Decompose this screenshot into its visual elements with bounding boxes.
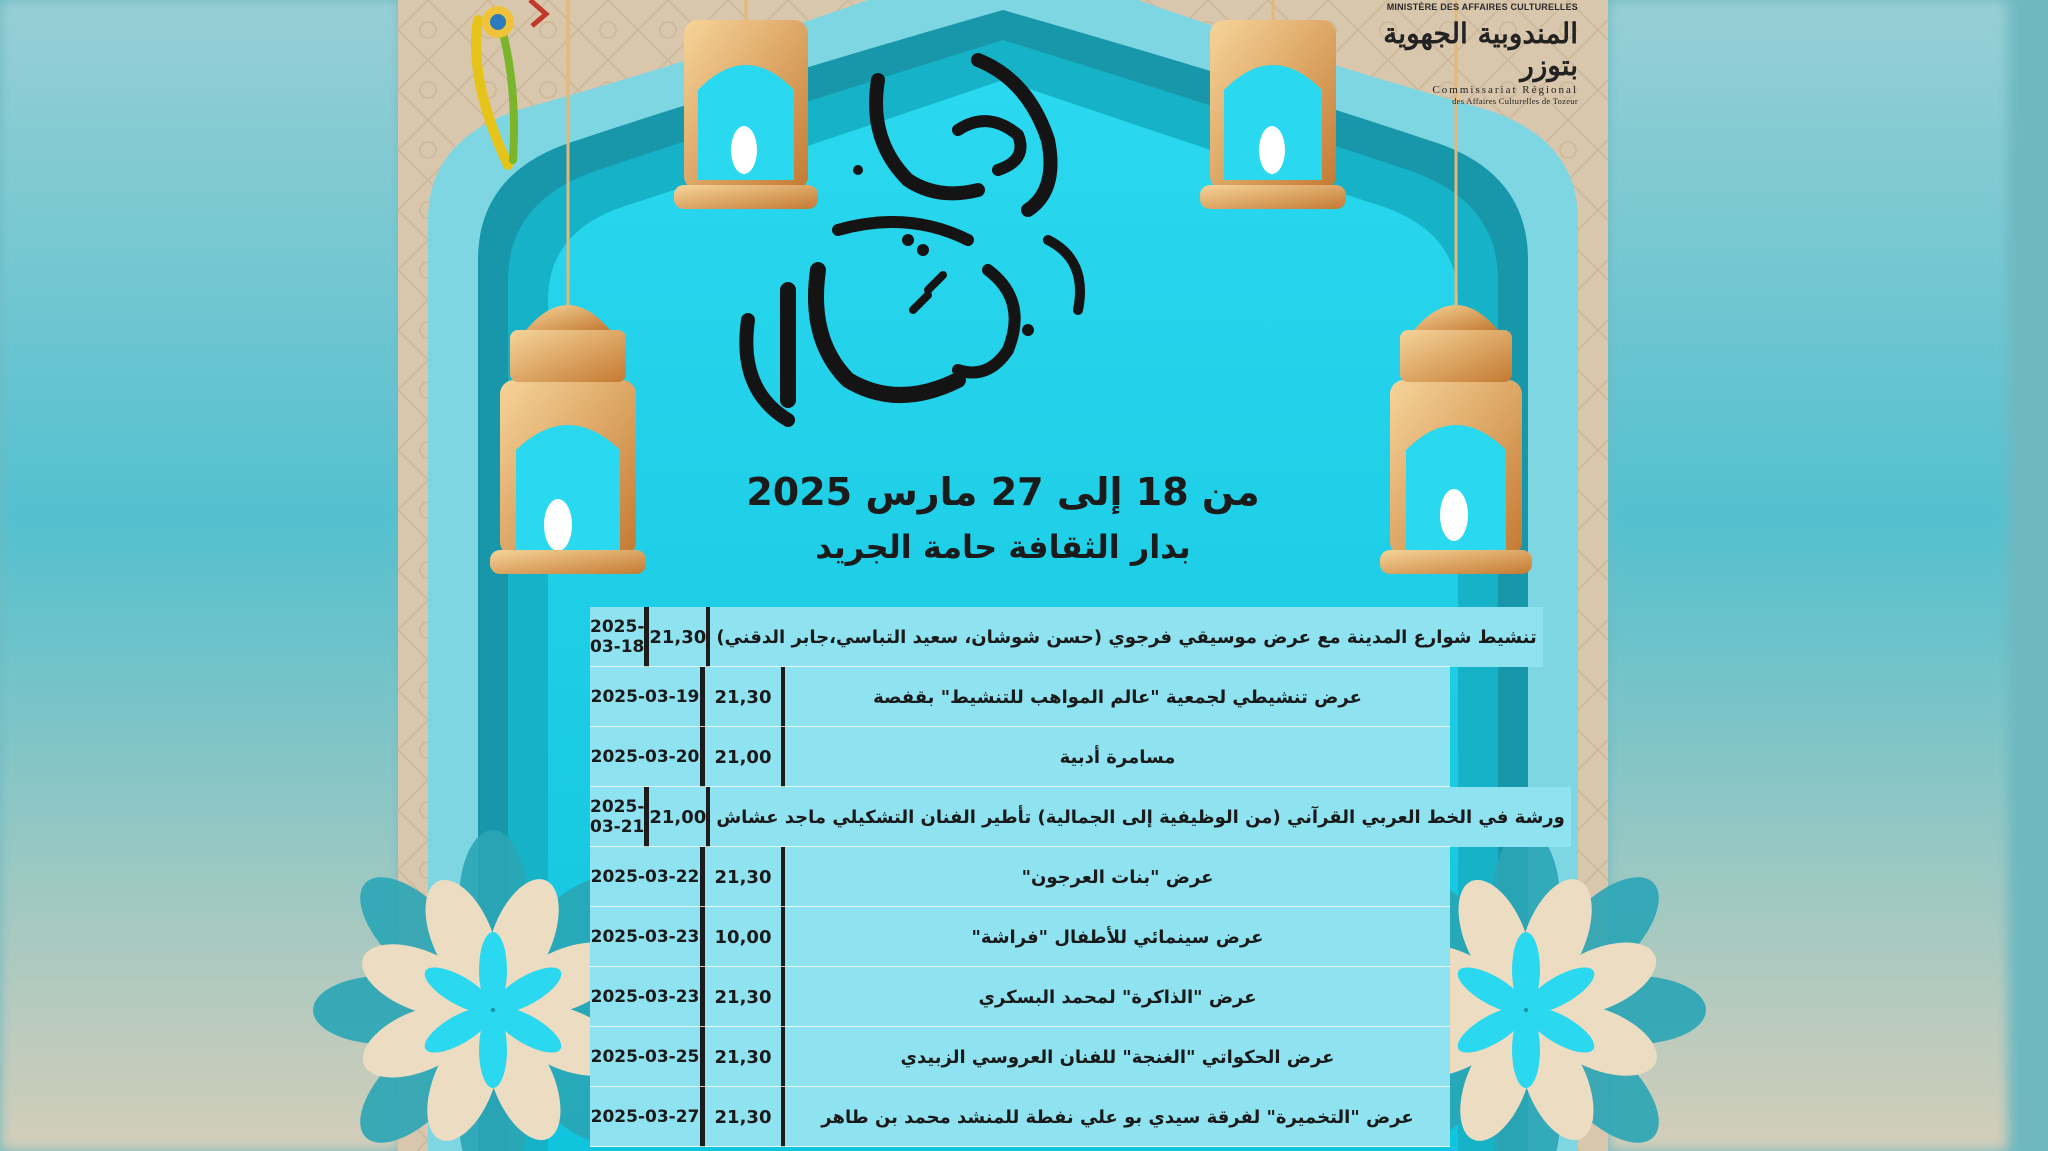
schedule-time: 21,30: [700, 1087, 785, 1147]
ministry-name-ar: المندوبية الجهوية بتوزر: [1383, 17, 1578, 82]
schedule-row: [590, 667, 1450, 727]
schedule-date: 2025-03-20: [590, 727, 700, 787]
schedule-row: [590, 607, 1537, 667]
schedule-event: عرض سينمائي للأطفال "فراشة": [785, 907, 1450, 967]
schedule-time: 10,00: [700, 907, 785, 967]
schedule-event: عرض الحكواتي "الغنجة" للفنان العروسي الزبيدي: [785, 1027, 1450, 1087]
schedule-time: 21,30: [700, 847, 785, 907]
schedule-event: عرض "الذاكرة" لمحمد البسكري: [785, 967, 1450, 1027]
schedule-row: [590, 847, 1450, 907]
event-dates: من 18 إلى 27 مارس 2025: [746, 470, 1260, 514]
schedule-row: [590, 1087, 1450, 1147]
schedule-date: 2025-03-23: [590, 967, 700, 1027]
schedule-event: عرض تنشيطي لجمعية "عالم المواهب للتنشيط" بقفصة: [785, 667, 1450, 727]
schedule-event: تنشيط شوارع المدينة مع عرض موسيقي فرجوي (حسن شوشان، سعيد التباسي،جابر الدقني): [710, 607, 1542, 667]
schedule-row: [590, 967, 1450, 1027]
schedule-row: [590, 907, 1450, 967]
schedule-date: 2025-03-18: [590, 607, 644, 667]
schedule-row: [590, 727, 1450, 787]
schedule-event: عرض "بنات العرجون": [785, 847, 1450, 907]
ramadan-poster: [398, 0, 1608, 1151]
blurred-background-left: [0, 0, 400, 1151]
culture-house-logo: [458, 0, 558, 170]
schedule-time: 21,30: [700, 667, 785, 727]
blurred-background-right: [1608, 0, 2008, 1151]
schedule-row: [590, 1027, 1450, 1087]
ministry-header: [1378, 2, 1578, 107]
schedule-date: 2025-03-23: [590, 907, 700, 967]
schedule-time: 21,30: [644, 607, 710, 667]
commissariat-label: Commissariat Régional: [1432, 84, 1578, 96]
event-venue: بدار الثقافة حامة الجريد: [815, 528, 1191, 566]
schedule-date: 2025-03-19: [590, 667, 700, 727]
schedule-time: 21,30: [700, 1027, 785, 1087]
lantern-icon: [1200, 0, 1346, 209]
schedule-time: 21,00: [644, 787, 710, 847]
schedule-time: 21,30: [700, 967, 785, 1027]
schedule-event: مسامرة أدبية: [785, 727, 1450, 787]
schedule-date: 2025-03-25: [590, 1027, 700, 1087]
schedule-date: 2025-03-21: [590, 787, 644, 847]
ministry-name-fr: MINISTÈRE DES AFFAIRES CULTURELLES: [1386, 2, 1578, 12]
schedule-time: 21,00: [700, 727, 785, 787]
affaires-label: des Affaires Culturelles de Tozeur: [1452, 96, 1578, 106]
schedule-date: 2025-03-22: [590, 847, 700, 907]
schedule-event: ورشة في الخط العربي القرآني (من الوظيفية إلى الجمالية) تأطير الفنان التشكيلي ماجد عشاش: [710, 787, 1571, 847]
schedule-table: [590, 607, 1565, 1147]
schedule-row: [590, 787, 1565, 847]
schedule-event: عرض "التخميرة" لفرقة سيدي بو علي نفطة للمنشد محمد بن طاهر: [785, 1087, 1450, 1147]
schedule-date: 2025-03-27: [590, 1087, 700, 1147]
ramadan-calligraphy: [728, 40, 1148, 430]
